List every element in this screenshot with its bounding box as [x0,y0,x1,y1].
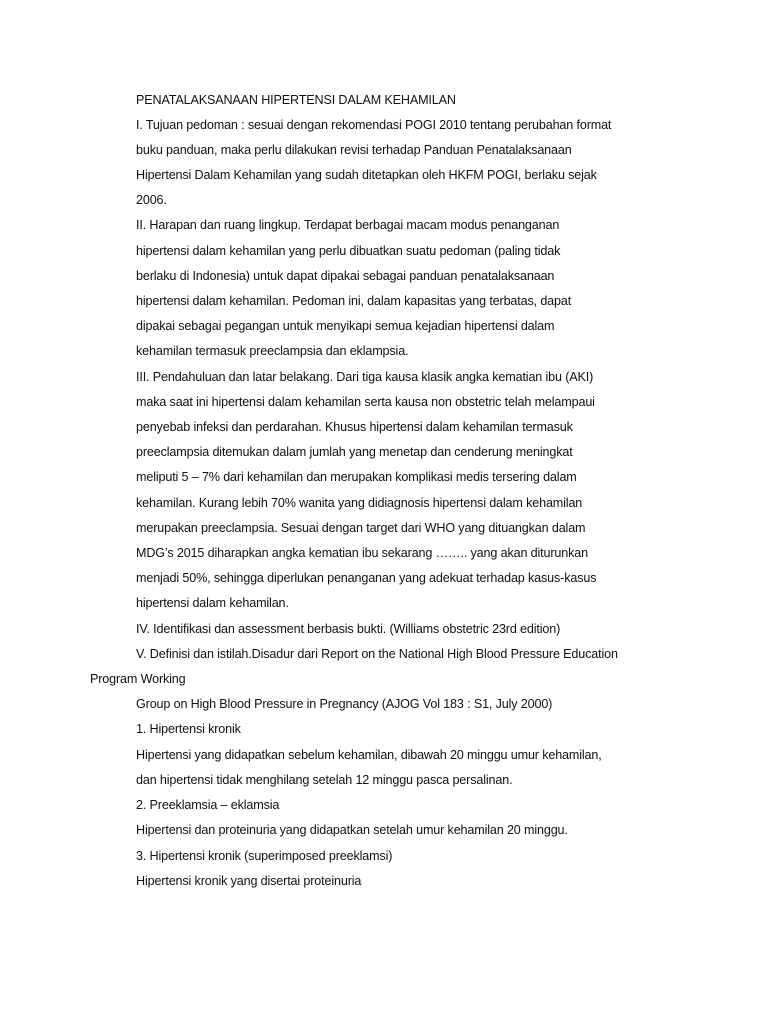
text-line: dipakai sebagai pegangan untuk menyikapi semua kejadian hipertensi dalam [136,319,555,333]
text-line: Hipertensi Dalam Kehamilan yang sudah ditetapkan oleh HKFM POGI, berlaku sejak [136,168,597,182]
text-line: III. Pendahuluan dan latar belakang. Dari tiga kausa klasik angka kematian ibu (AKI) [136,370,594,384]
text-line: 1. Hipertensi kronik [136,722,241,736]
text-line: 3. Hipertensi kronik (superimposed preeklamsi) [136,849,393,863]
text-line: 2. Preeklamsia – eklamsia [136,798,280,812]
text-line: I. Tujuan pedoman : sesuai dengan rekomendasi POGI 2010 tentang perubahan format [136,118,612,132]
text-line: Hipertensi yang didapatkan sebelum kehamilan, dibawah 20 minggu umur kehamilan, [136,748,602,762]
text-line: IV. Identifikasi dan assessment berbasis bukti. (Williams obstetric 23rd edition) [136,622,561,636]
text-line: berlaku di Indonesia) untuk dapat dipakai sebagai panduan penatalaksanaan [136,269,555,283]
text-line: penyebab infeksi dan perdarahan. Khusus hipertensi dalam kehamilan termasuk [136,420,573,434]
text-line: Hipertensi kronik yang disertai proteinuria [136,874,362,888]
text-line: Hipertensi dan proteinuria yang didapatkan setelah umur kehamilan 20 minggu. [136,823,568,837]
text-line: 2006. [136,193,167,207]
text-line: preeclampsia ditemukan dalam jumlah yang menetap dan cenderung meningkat [136,445,573,459]
text-line: merupakan preeclampsia. Sesuai dengan target dari WHO yang dituangkan dalam [136,521,586,535]
text-line: kehamilan termasuk preeclampsia dan eklampsia. [136,344,409,358]
text-line: Group on High Blood Pressure in Pregnancy (AJOG Vol 183 : S1, July 2000) [136,697,553,711]
text-line: maka saat ini hipertensi dalam kehamilan serta kausa non obstetric telah melampaui [136,395,595,409]
text-line: meliputi 5 – 7% dari kehamilan dan merupakan komplikasi medis tersering dalam [136,470,577,484]
text-line: hipertensi dalam kehamilan yang perlu dibuatkan suatu pedoman (paling tidak [136,244,561,258]
text-line: buku panduan, maka perlu dilakukan revisi terhadap Panduan Penatalaksanaan [136,143,572,157]
text-line: dan hipertensi tidak menghilang setelah 12 minggu pasca persalinan. [136,773,513,787]
text-line: Program Working [90,672,186,686]
text-line: V. Definisi dan istilah.Disadur dari Report on the National High Blood Pressure Education [136,647,618,661]
text-line: kehamilan. Kurang lebih 70% wanita yang didiagnosis hipertensi dalam kehamilan [136,496,583,510]
text-line: menjadi 50%, sehingga diperlukan penanganan yang adekuat terhadap kasus-kasus [136,571,597,585]
text-line: II. Harapan dan ruang lingkup. Terdapat berbagai macam modus penanganan [136,218,560,232]
document-title: PENATALAKSANAAN HIPERTENSI DALAM KEHAMILAN [136,93,456,107]
text-line: hipertensi dalam kehamilan. [136,596,289,610]
text-line: hipertensi dalam kehamilan. Pedoman ini, dalam kapasitas yang terbatas, dapat [136,294,572,308]
text-line: MDG’s 2015 diharapkan angka kematian ibu sekarang …….. yang akan diturunkan [136,546,588,560]
